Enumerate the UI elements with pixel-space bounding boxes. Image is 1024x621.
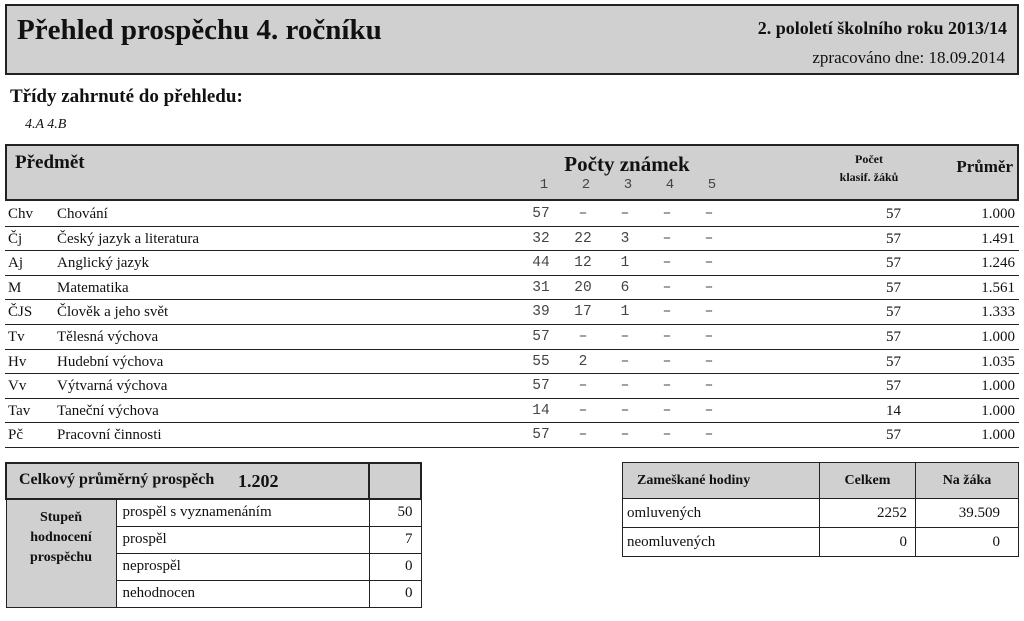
subject-column-header: Předmět bbox=[15, 152, 85, 173]
pupils-count: 57 bbox=[886, 230, 901, 247]
levels-label-line1: Stupeň bbox=[39, 510, 83, 525]
absence-total: 0 bbox=[820, 528, 916, 557]
absence-total-header: Celkem bbox=[820, 463, 916, 499]
pupils-count: 57 bbox=[886, 427, 901, 444]
absence-per-pupil: 0 bbox=[916, 528, 1019, 557]
subject-abbr: Hv bbox=[8, 353, 27, 370]
grade-4-count: – bbox=[662, 255, 672, 272]
grade-1-header: 1 bbox=[539, 177, 549, 193]
classes-heading: Třídy zahrnuté do přehledu: bbox=[10, 86, 243, 107]
grade-4-count: – bbox=[662, 378, 672, 395]
grade-2-count: 12 bbox=[574, 255, 592, 272]
pupils-count: 14 bbox=[886, 402, 901, 419]
grade-3-count: – bbox=[620, 328, 630, 345]
subject-average: 1.491 bbox=[981, 230, 1015, 247]
pupils-header-line2: klasif. žáků bbox=[839, 170, 899, 184]
table-row bbox=[5, 423, 1019, 448]
subject-abbr: M bbox=[8, 279, 22, 296]
absence-header-row bbox=[623, 463, 1019, 499]
level-name: nehodnocen bbox=[116, 580, 369, 607]
subject-name: Taneční výchova bbox=[57, 402, 159, 419]
subject-average: 1.000 bbox=[981, 328, 1015, 345]
subject-name: Člověk a jeho svět bbox=[57, 304, 169, 321]
grade-1-count: 57 bbox=[532, 427, 550, 444]
absence-row bbox=[623, 528, 1019, 557]
grade-1-count: 57 bbox=[532, 328, 550, 345]
subject-average: 1.561 bbox=[981, 279, 1015, 296]
overall-average-cell bbox=[6, 463, 369, 499]
subject-abbr: Pč bbox=[8, 427, 23, 444]
grade-5-count: – bbox=[704, 402, 714, 419]
pupils-count-header bbox=[829, 150, 909, 186]
grade-3-count: 1 bbox=[620, 255, 630, 272]
grade-1-count: 39 bbox=[532, 304, 550, 321]
grade-4-count: – bbox=[662, 353, 672, 370]
absence-type: neomluvených bbox=[623, 528, 820, 557]
grade-3-count: – bbox=[620, 427, 630, 444]
pupils-count: 57 bbox=[886, 378, 901, 395]
grade-5-count: – bbox=[704, 206, 714, 222]
grade-1-count: 14 bbox=[532, 402, 550, 419]
overall-average-label: Celkový průměrný prospěch bbox=[19, 470, 215, 488]
subject-abbr: Tv bbox=[8, 328, 25, 345]
grade-1-count: 32 bbox=[532, 230, 550, 247]
grade-2-count: – bbox=[578, 328, 588, 345]
grade-3-count: – bbox=[620, 402, 630, 419]
absence-row bbox=[623, 499, 1019, 528]
grade-1-count: 57 bbox=[532, 378, 550, 395]
grade-2-count: – bbox=[578, 427, 588, 444]
grade-5-count: – bbox=[704, 304, 714, 321]
table-row bbox=[5, 350, 1019, 375]
levels-label bbox=[6, 499, 116, 607]
table-row bbox=[5, 227, 1019, 252]
table-row bbox=[5, 325, 1019, 350]
subject-name: Český jazyk a literatura bbox=[57, 230, 200, 247]
pupils-count: 57 bbox=[886, 279, 901, 296]
subject-average: 1.333 bbox=[981, 304, 1015, 321]
classes-list: 4.A 4.B bbox=[25, 117, 67, 132]
table-row bbox=[5, 276, 1019, 301]
subject-abbr: Vv bbox=[8, 378, 27, 395]
overall-average-filler bbox=[369, 463, 421, 499]
grade-4-count: – bbox=[662, 279, 672, 296]
grade-3-count: – bbox=[620, 378, 630, 395]
school-period: 2. pololetí školního roku 2013/14 bbox=[757, 18, 1007, 38]
grade-2-count: – bbox=[578, 206, 588, 222]
pupils-count: 57 bbox=[886, 304, 901, 321]
grade-2-count: – bbox=[578, 402, 588, 419]
absence-total: 2252 bbox=[820, 499, 916, 528]
level-name: neprospěl bbox=[116, 553, 369, 580]
grade-2-header: 2 bbox=[581, 177, 591, 193]
table-row bbox=[5, 300, 1019, 325]
grade-counts-header: Počty známek bbox=[564, 152, 690, 176]
average-column-header: Průměr bbox=[956, 157, 1013, 176]
grade-3-count: 6 bbox=[620, 279, 630, 296]
grade-5-count: – bbox=[704, 353, 714, 370]
subjects-table-header bbox=[5, 144, 1019, 201]
subject-abbr: Čj bbox=[8, 230, 23, 247]
pupils-count: 57 bbox=[886, 353, 901, 370]
grade-3-count: – bbox=[620, 353, 630, 370]
grade-5-count: – bbox=[704, 378, 714, 395]
grade-1-count: 55 bbox=[532, 353, 550, 370]
subject-abbr: Chv bbox=[8, 206, 34, 222]
level-name: prospěl bbox=[116, 526, 369, 553]
grade-2-count: 22 bbox=[574, 230, 592, 247]
overall-average-value: 1.202 bbox=[238, 470, 279, 491]
grade-4-header: 4 bbox=[665, 177, 675, 193]
subjects-table-body bbox=[5, 202, 1019, 448]
grade-1-count: 44 bbox=[532, 255, 550, 272]
grade-1-count: 31 bbox=[532, 279, 550, 296]
grade-5-count: – bbox=[704, 328, 714, 345]
absence-table bbox=[622, 462, 1019, 557]
absence-per-pupil: 39.509 bbox=[916, 499, 1019, 528]
grade-2-count: 20 bbox=[574, 279, 592, 296]
subject-name: Hudební výchova bbox=[57, 353, 164, 370]
pupils-header-line1: Počet bbox=[855, 152, 883, 166]
table-row bbox=[5, 251, 1019, 276]
subject-average: 1.000 bbox=[981, 206, 1015, 222]
grade-2-count: – bbox=[578, 378, 588, 395]
pupils-count: 57 bbox=[886, 255, 901, 272]
table-row bbox=[5, 399, 1019, 424]
grade-5-count: – bbox=[704, 427, 714, 444]
grade-4-count: – bbox=[662, 206, 672, 222]
grade-5-count: – bbox=[704, 230, 714, 247]
table-row bbox=[5, 374, 1019, 399]
grade-3-header: 3 bbox=[623, 177, 633, 193]
subject-abbr: Aj bbox=[8, 255, 23, 272]
grade-5-count: – bbox=[704, 279, 714, 296]
subject-name: Anglický jazyk bbox=[57, 255, 150, 272]
pupils-count: 57 bbox=[886, 328, 901, 345]
subject-abbr: ČJS bbox=[8, 304, 33, 321]
level-count: 7 bbox=[369, 526, 421, 553]
grade-4-count: – bbox=[662, 230, 672, 247]
grade-2-count: 17 bbox=[574, 304, 592, 321]
grade-1-count: 57 bbox=[532, 206, 550, 222]
level-row bbox=[6, 499, 421, 526]
grade-3-count: 3 bbox=[620, 230, 630, 247]
subject-name: Pracovní činnosti bbox=[57, 427, 162, 444]
level-count: 0 bbox=[369, 580, 421, 607]
grade-5-count: – bbox=[704, 255, 714, 272]
pupils-count: 57 bbox=[886, 206, 901, 222]
absence-per-pupil-header: Na žáka bbox=[916, 463, 1019, 499]
levels-label-line3: prospěchu bbox=[30, 550, 92, 565]
grade-2-count: 2 bbox=[578, 353, 588, 370]
grade-3-count: – bbox=[620, 206, 630, 222]
absence-type: omluvených bbox=[623, 499, 820, 528]
subject-name: Výtvarná výchova bbox=[57, 378, 168, 395]
subject-average: 1.035 bbox=[981, 353, 1015, 370]
level-name: prospěl s vyznamenáním bbox=[116, 499, 369, 526]
grade-5-header: 5 bbox=[707, 177, 717, 193]
grade-4-count: – bbox=[662, 328, 672, 345]
absence-label-header: Zameškané hodiny bbox=[623, 463, 820, 499]
levels-label-line2: hodnocení bbox=[30, 530, 92, 545]
subject-name: Chování bbox=[57, 206, 108, 222]
subject-name: Matematika bbox=[57, 279, 129, 296]
subject-abbr: Tav bbox=[8, 402, 31, 419]
level-count: 0 bbox=[369, 553, 421, 580]
grade-4-count: – bbox=[662, 427, 672, 444]
grade-4-count: – bbox=[662, 304, 672, 321]
grade-4-count: – bbox=[662, 402, 672, 419]
subject-average: 1.000 bbox=[981, 378, 1015, 395]
overall-summary-table bbox=[5, 462, 422, 608]
subject-name: Tělesná výchova bbox=[57, 328, 159, 345]
report-title: Přehled prospěchu 4. ročníku bbox=[17, 14, 382, 46]
report-header bbox=[5, 4, 1019, 75]
table-row bbox=[5, 202, 1019, 227]
overall-average-row bbox=[6, 463, 421, 499]
subject-average: 1.000 bbox=[981, 402, 1015, 419]
level-count: 50 bbox=[369, 499, 421, 526]
subject-average: 1.000 bbox=[981, 427, 1015, 444]
processed-date: zpracováno dne: 18.09.2014 bbox=[812, 48, 1005, 67]
subject-average: 1.246 bbox=[981, 255, 1015, 272]
grade-3-count: 1 bbox=[620, 304, 630, 321]
